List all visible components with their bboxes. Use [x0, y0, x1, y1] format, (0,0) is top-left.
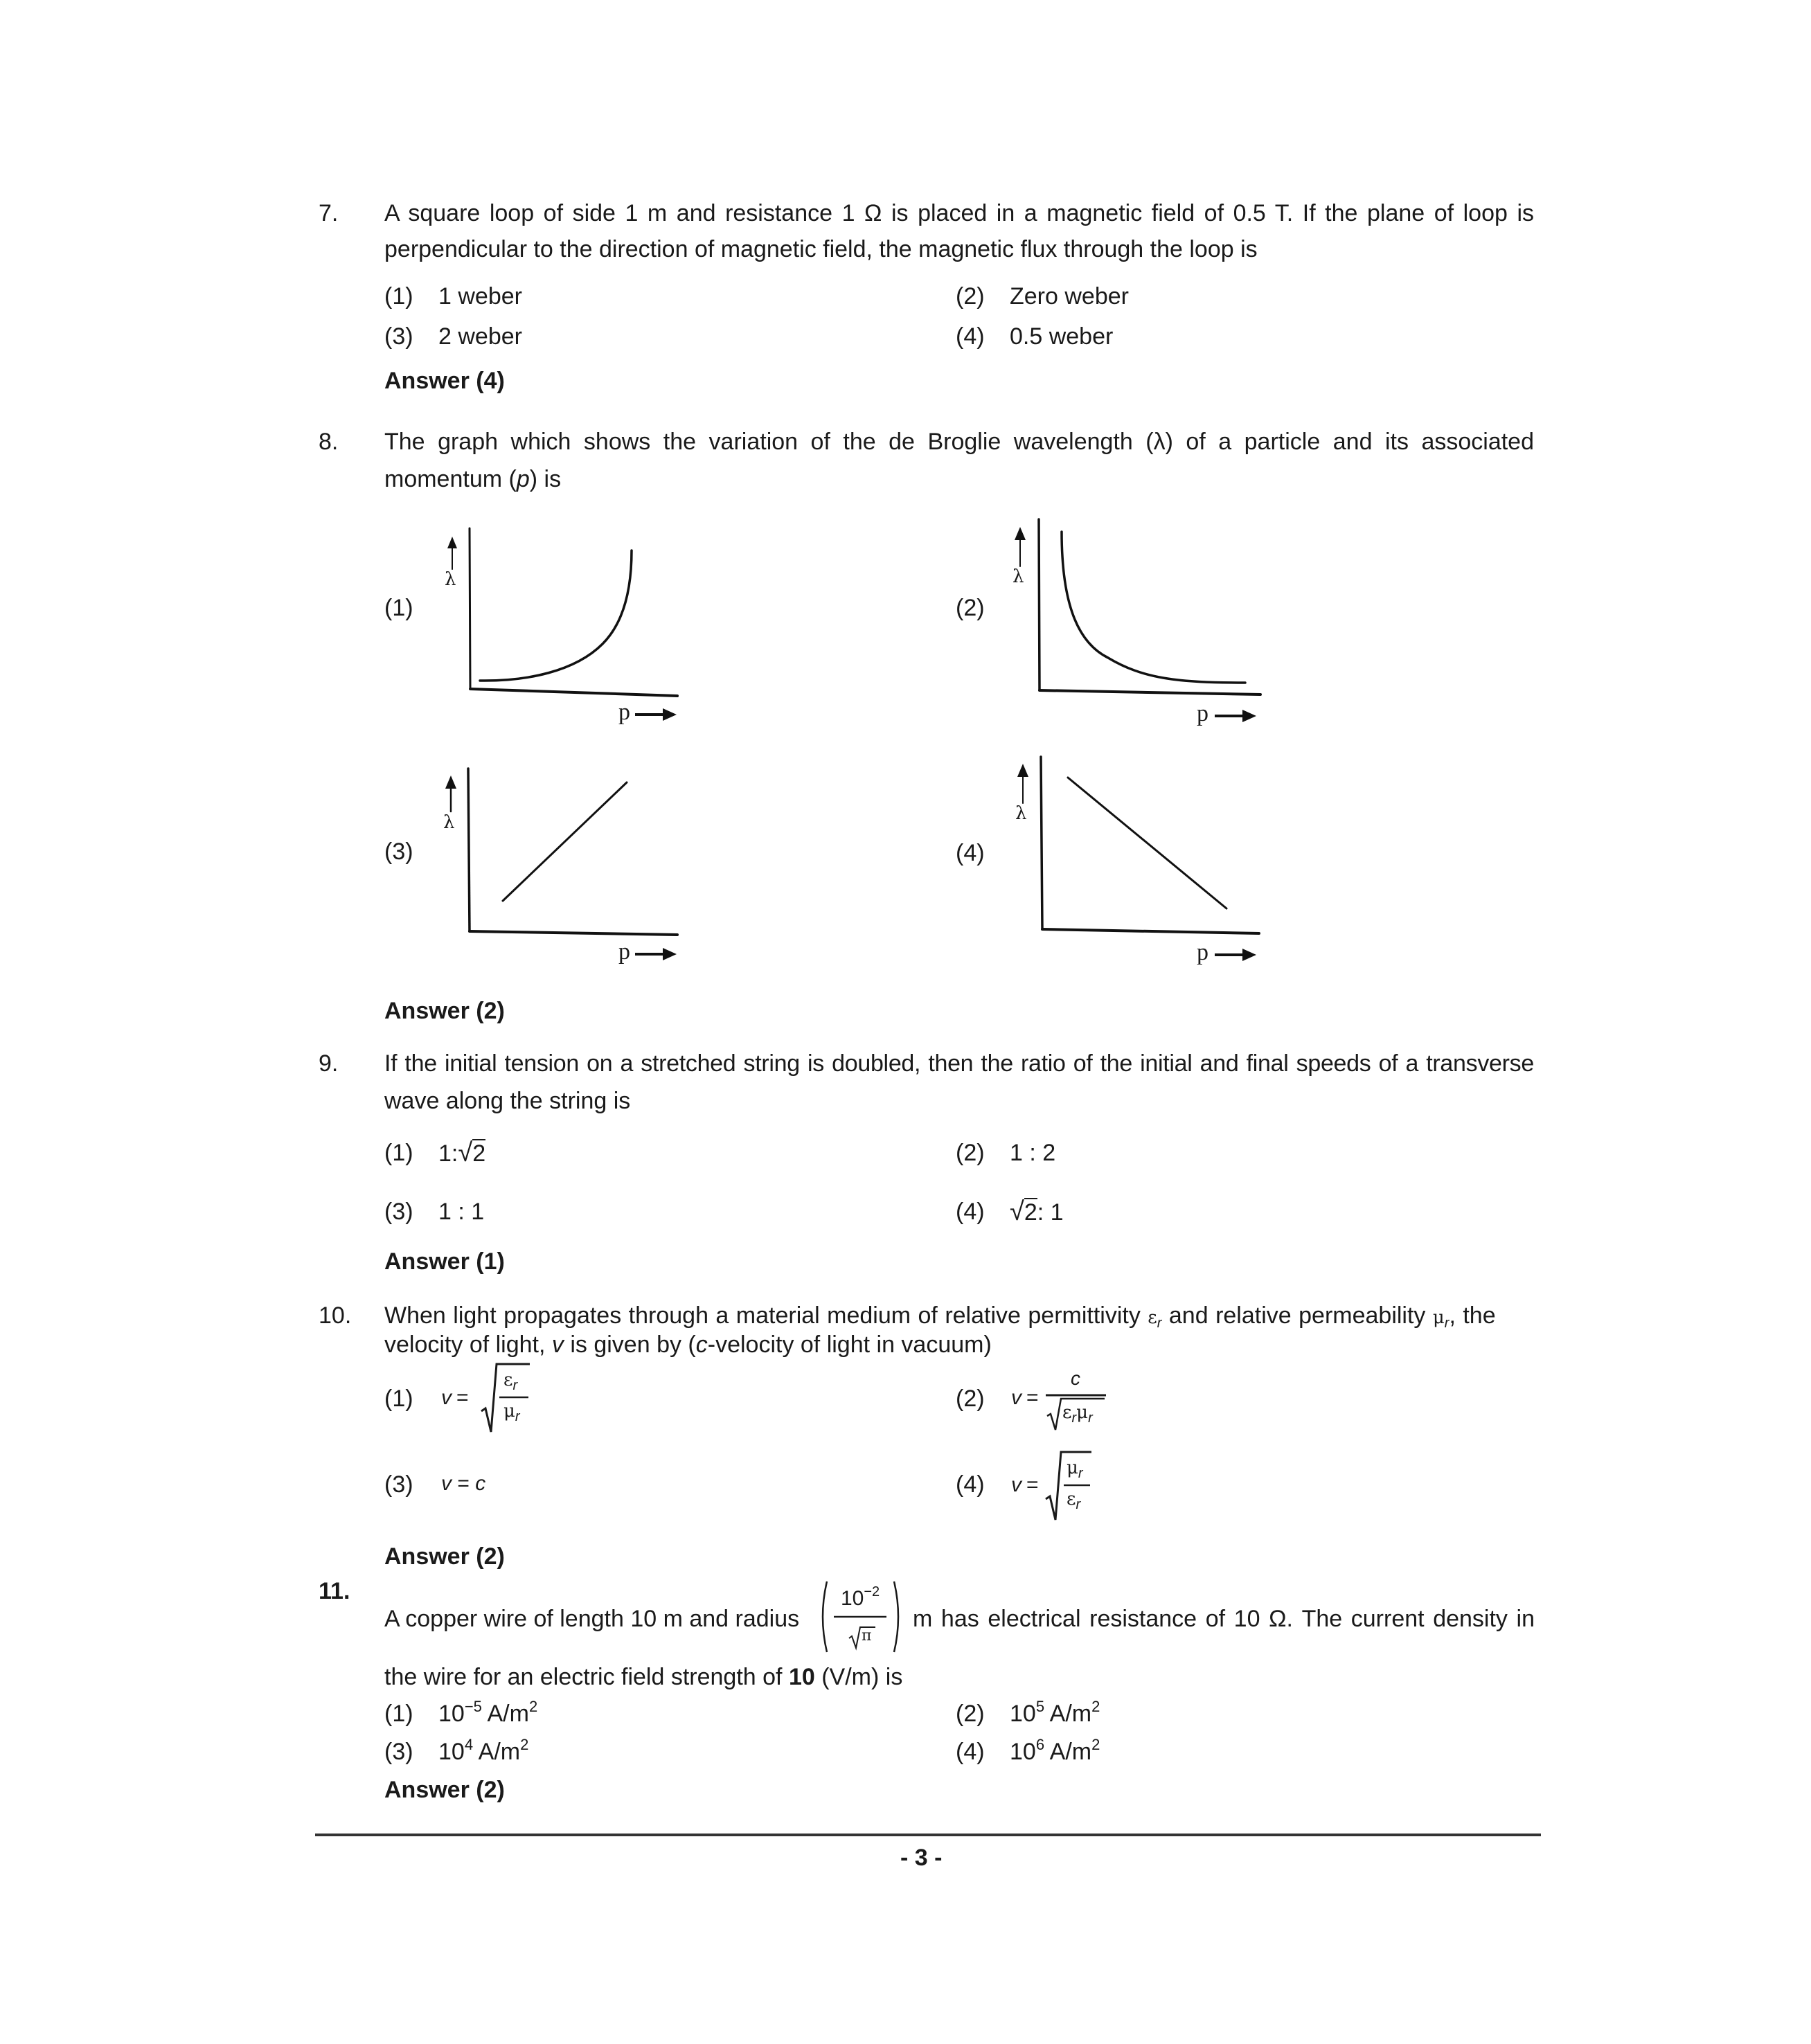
lambda-axis-label: λ — [1015, 803, 1027, 824]
option-label: (2) — [956, 1386, 985, 1412]
option-label: (1) — [384, 283, 413, 310]
equals-sign: = — [457, 1472, 470, 1495]
option-label: (2) — [956, 1701, 985, 1727]
denominator — [1067, 1489, 1080, 1513]
question-text-line: perpendicular to the direction of magnetic field, the magnetic flux through the loop is — [384, 236, 1258, 262]
arrow-right-icon — [1213, 947, 1258, 963]
sqrt-icon — [1011, 1451, 1108, 1520]
question-text-line: A square loop of side 1 m and resistance 1 Ω is placed in a magnetic field of 0.5 T. If the plane of loop is — [384, 200, 1534, 226]
question-text-line: wave along the string is — [384, 1088, 631, 1114]
unit: A/m — [481, 1701, 529, 1727]
option-label: (1) — [384, 1701, 413, 1727]
unit: A/m — [1044, 1701, 1092, 1727]
text-fragment: ) is — [529, 466, 562, 492]
subscript: r — [1444, 1316, 1449, 1331]
p-axis-label: p — [1197, 701, 1208, 726]
subscript: r — [1071, 1410, 1077, 1426]
unit-exponent: 2 — [1091, 1735, 1100, 1753]
text-fragment: velocity of light, — [384, 1332, 552, 1358]
exponent: −5 — [464, 1697, 482, 1715]
question-text-line: The graph which shows the variation of the de Broglie wavelength (λ) of a particle and its associated — [384, 429, 1534, 455]
answer-label: Answer (2) — [384, 1777, 505, 1803]
pi-symbol: π — [862, 1627, 872, 1644]
epsilon-symbol: ε — [1062, 1402, 1072, 1423]
page-number: - 3 - — [900, 1845, 943, 1871]
exponent: −2 — [864, 1584, 880, 1599]
option-label: (1) — [384, 1386, 413, 1412]
exponent: 4 — [464, 1735, 474, 1753]
question-text-line: If the initial tension on a stretched string is doubled, then the ratio of the initial and final speeds of a transverse — [384, 1050, 1534, 1077]
mu-symbol: μ — [1432, 1307, 1445, 1328]
unit-exponent: 2 — [520, 1735, 529, 1753]
text-fragment: When light propagates through a material medium of relative permittivity — [384, 1302, 1148, 1329]
question-number: 8. — [319, 429, 339, 455]
option-label: (3) — [384, 1199, 413, 1225]
subscript: r — [1088, 1410, 1093, 1426]
base: 10 — [438, 1701, 465, 1727]
option-label: (1) — [384, 595, 413, 621]
option-value: 2 weber — [438, 323, 522, 350]
text-fragment: is given by ( — [563, 1332, 696, 1358]
option-label: (4) — [956, 1199, 985, 1225]
unit: A/m — [473, 1739, 521, 1765]
option-value — [1010, 1735, 1100, 1766]
lambda-axis-label: λ — [443, 812, 455, 833]
question-text-fragment: m has electrical resistance of 10 Ω. The current density in — [913, 1606, 1535, 1632]
option-label: (2) — [956, 1140, 985, 1166]
variable-v: v — [441, 1472, 452, 1495]
option-value: 0.5 weber — [1010, 323, 1114, 350]
base: 10 — [1010, 1739, 1036, 1765]
base: 10 — [841, 1587, 864, 1610]
option-value — [438, 1697, 538, 1728]
radicand: 2 — [1024, 1199, 1037, 1226]
question-number: 11. — [319, 1578, 350, 1604]
subscript: r — [1157, 1316, 1162, 1331]
p-axis-label: p — [618, 939, 630, 965]
base: 10 — [438, 1739, 465, 1765]
footer-divider — [315, 1834, 1541, 1836]
option-value — [438, 1139, 485, 1167]
exponent: 6 — [1035, 1735, 1045, 1753]
option-value: Zero weber — [1010, 283, 1129, 310]
sqrt-icon: √ — [1010, 1197, 1024, 1226]
unit-exponent: 2 — [528, 1697, 538, 1715]
text-fragment: the wire for an electric field strength of — [384, 1664, 789, 1690]
question-number: 7. — [319, 200, 339, 226]
option-label: (4) — [956, 1739, 985, 1765]
text-fragment: : 1 — [1037, 1199, 1064, 1226]
question-text-line — [384, 1331, 992, 1359]
text-fragment: (V/m) is — [814, 1664, 903, 1690]
radicand: 2 — [472, 1140, 486, 1167]
p-axis-label: p — [1197, 940, 1208, 965]
option-label: (2) — [956, 283, 985, 310]
question-number: 10. — [319, 1302, 352, 1329]
formula-v-equals-c — [441, 1472, 485, 1496]
mu-symbol: μ — [503, 1401, 515, 1422]
exponent: 5 — [1035, 1697, 1045, 1715]
option-value: 1 : 2 — [1010, 1140, 1056, 1166]
answer-label: Answer (1) — [384, 1248, 505, 1275]
epsilon-symbol: ε — [503, 1370, 513, 1390]
option-label: (4) — [956, 840, 985, 866]
option-label: (3) — [384, 1739, 413, 1765]
sqrt-icon: √ — [458, 1138, 473, 1167]
variable-v: v — [441, 1386, 452, 1409]
text-fragment: , the — [1449, 1302, 1496, 1329]
option-label: (3) — [384, 839, 413, 865]
option-label: (4) — [956, 323, 985, 350]
unit: A/m — [1044, 1739, 1092, 1765]
answer-label: Answer (4) — [384, 368, 505, 394]
question-text-fragment: A copper wire of length 10 m and radius — [384, 1606, 800, 1632]
option-label: (3) — [384, 323, 413, 350]
epsilon-symbol: ε — [1148, 1307, 1157, 1328]
text-fragment: 1: — [438, 1140, 458, 1167]
question-text-line — [384, 1663, 902, 1691]
numerator — [1067, 1458, 1083, 1482]
option-value — [1010, 1697, 1100, 1728]
mu-symbol: μ — [1067, 1458, 1078, 1478]
equals-sign: = — [456, 1386, 469, 1409]
mu-symbol: μ — [1076, 1402, 1089, 1423]
p-axis-label: p — [618, 699, 630, 725]
variable-c: c — [695, 1332, 708, 1358]
epsilon-symbol: ε — [1067, 1489, 1076, 1509]
text-fragment: momentum ( — [384, 466, 517, 492]
variable-v: v — [1011, 1386, 1022, 1409]
option-label: (1) — [384, 1140, 413, 1166]
option-value: 1 : 1 — [438, 1199, 485, 1225]
denominator — [503, 1401, 520, 1425]
option-value: 1 weber — [438, 283, 522, 310]
equals-sign: = — [1026, 1473, 1039, 1496]
text-fragment: and relative permeability — [1161, 1302, 1433, 1329]
option-label: (3) — [384, 1471, 413, 1498]
numerator — [503, 1370, 517, 1394]
variable-v: v — [551, 1332, 564, 1358]
answer-label: Answer (2) — [384, 1543, 505, 1570]
option-label: (4) — [956, 1471, 985, 1498]
unit-exponent: 2 — [1091, 1697, 1100, 1715]
denominator — [1062, 1402, 1093, 1426]
subscript: r — [1076, 1497, 1081, 1512]
equals-sign: = — [1026, 1386, 1039, 1409]
text-fragment-bold: 10 — [788, 1664, 815, 1690]
subscript: r — [512, 1378, 518, 1393]
subscript: r — [1078, 1466, 1083, 1481]
question-number: 9. — [319, 1050, 339, 1077]
variable-c: c — [475, 1472, 486, 1495]
variable-v: v — [1011, 1473, 1022, 1496]
sqrt-icon — [441, 1363, 538, 1432]
numerator — [841, 1584, 880, 1611]
lambda-axis-label: λ — [1012, 566, 1024, 587]
answer-label: Answer (2) — [384, 998, 505, 1024]
text-fragment: -velocity of light in vacuum) — [707, 1332, 992, 1358]
option-value — [1010, 1198, 1064, 1226]
base: 10 — [1010, 1701, 1036, 1727]
radius-expression — [817, 1579, 904, 1655]
variable-p: p — [516, 466, 530, 492]
subscript: r — [515, 1409, 520, 1424]
lambda-axis-label: λ — [445, 569, 456, 590]
variable-c: c — [1071, 1368, 1080, 1389]
option-value — [438, 1735, 529, 1766]
option-label: (2) — [956, 595, 985, 621]
